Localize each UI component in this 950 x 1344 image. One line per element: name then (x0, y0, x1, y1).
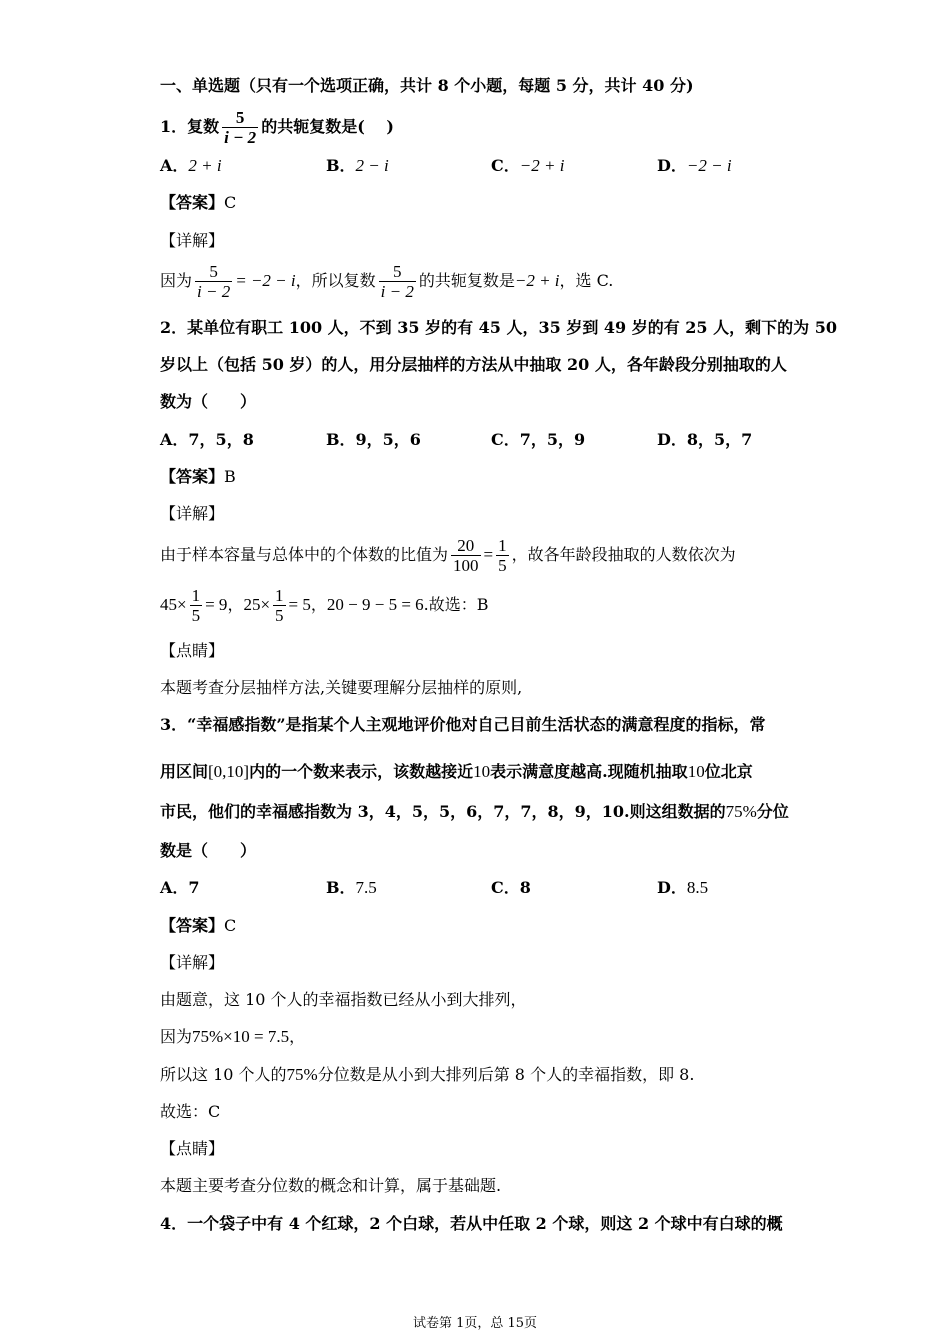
option-b (326, 877, 377, 899)
option-value: 8，5，7 (686, 430, 753, 449)
math: = −2 − i (235, 271, 296, 290)
question-text: 复数 (187, 117, 220, 136)
math: [0,10] (208, 762, 250, 781)
section-title: 一、单选题（只有一个选项正确，共计 8 个小题，每题 5 分，共计 40 分) (160, 76, 694, 95)
math: = 5 (288, 595, 311, 614)
point-text: 本题考查分层抽样方法,关键要理解分层抽样的原则, (160, 678, 523, 697)
question-3-line-1: 3．“幸福感指数”是指某个人主观地评价他对自己目前生活状态的满意程度的指标，常 (160, 715, 766, 734)
math: 45× (160, 595, 187, 614)
text: 所以这 10 个人的 (160, 1065, 287, 1084)
text: ， (227, 595, 244, 614)
math: = 9 (205, 595, 228, 614)
fraction (273, 586, 286, 625)
math: 75%×10 = 7.5 (192, 1027, 290, 1046)
option-c (491, 877, 531, 899)
option-label: C． (491, 878, 520, 897)
text: 用区间 (160, 762, 209, 781)
math: 20 − 9 − 5 = 6 (326, 595, 424, 614)
math: 25× (243, 595, 271, 614)
option-label: C． (491, 430, 520, 449)
text: 分位数是从小到大排列后第 8 个人的幸福指数，即 8. (317, 1065, 695, 1084)
fraction-denominator: 5 (275, 606, 284, 625)
answer-line (160, 466, 236, 488)
option-label: A． (160, 430, 189, 449)
fraction (195, 262, 232, 301)
option-label: B． (326, 878, 356, 897)
text: 市民，他们的幸福感指数为 3，4，5，5，6，7，7，8，9，10.则这组数据的 (160, 802, 726, 821)
fraction-denominator: i − 2 (224, 128, 257, 147)
fraction-numerator: 1 (275, 586, 284, 605)
text: 位北京 (704, 762, 753, 781)
explanation-line (160, 1064, 694, 1086)
question-3-line-3 (160, 801, 789, 823)
option-label: B． (326, 156, 356, 175)
answer-value: C (224, 916, 237, 935)
answer-line (160, 192, 236, 214)
math: 75% (286, 1065, 318, 1084)
math: 10 (687, 762, 705, 781)
fraction-numerator: 5 (235, 108, 245, 127)
text: ，故各年龄段抽取的人数依次为 (511, 545, 736, 564)
math: = (483, 545, 494, 564)
point-tag: 【点睛】 (160, 1139, 225, 1158)
explanation-line (160, 536, 736, 575)
text: ， (310, 595, 327, 614)
option-a (160, 155, 222, 177)
text: ， (289, 1027, 306, 1046)
math: −2 + i (514, 271, 560, 290)
question-2-line-3: 数为（ ） (160, 392, 257, 411)
fraction (190, 586, 203, 625)
option-value: 2 − i (355, 156, 389, 175)
answer-tag: 【答案】 (160, 467, 225, 486)
option-a (160, 877, 200, 899)
text: ，选 C. (559, 271, 614, 290)
text: 因为 (160, 271, 193, 290)
option-value: 8.5 (686, 878, 709, 897)
answer-value: C (224, 193, 237, 212)
detail-tag: 【详解】 (160, 504, 225, 523)
fraction-numerator: 5 (392, 262, 402, 281)
fraction-denominator: i − 2 (380, 282, 414, 301)
option-d (657, 155, 732, 177)
option-value: 2 + i (188, 156, 222, 175)
option-b (326, 429, 421, 451)
question-4-line-1: 4．一个袋子中有 4 个红球，2 个白球，若从中任取 2 个球，则这 2 个球中有白球的概 (160, 1214, 783, 1233)
question-3-line-4: 数是（ ） (160, 841, 257, 860)
option-label: A． (160, 878, 189, 897)
option-label: C． (491, 156, 520, 175)
question-3-line-2 (160, 761, 753, 783)
option-label: D． (657, 430, 687, 449)
question-number: 1． (160, 117, 188, 136)
option-label: D． (657, 156, 687, 175)
text: 表示满意度越高.现随机抽取 (490, 762, 688, 781)
detail-tag: 【详解】 (160, 953, 225, 972)
fraction-denominator: 5 (498, 556, 507, 575)
text: 因为 (160, 1027, 193, 1046)
fraction (222, 108, 258, 147)
option-c (491, 155, 564, 177)
option-value: 7.5 (355, 878, 377, 897)
option-d (657, 877, 708, 899)
question-2-line-1: 2．某单位有职工 100 人，不到 35 岁的有 45 人，35 岁到 49 岁的有 25 人，剩下的为 50 (160, 318, 837, 337)
point-text: 本题主要考查分位数的概念和计算，属于基础题. (160, 1176, 502, 1195)
text: 由于样本容量与总体中的个体数的比值为 (160, 545, 449, 564)
fraction-denominator: i − 2 (197, 282, 231, 301)
option-value: −2 − i (686, 156, 732, 175)
point-tag: 【点睛】 (160, 641, 225, 660)
option-label: B． (326, 430, 356, 449)
math: 75% (725, 802, 757, 821)
text: 内的一个数来表示，该数越接近 (249, 762, 474, 781)
option-value: 8 (519, 878, 531, 897)
option-value: 7 (188, 878, 200, 897)
answer-tag: 【答案】 (160, 916, 225, 935)
answer-line (160, 915, 236, 937)
option-d (657, 429, 752, 451)
fraction-numerator: 5 (209, 262, 218, 281)
text: ，所以复数 (295, 271, 376, 290)
explanation-line: 故选：C (160, 1102, 221, 1121)
option-a (160, 429, 254, 451)
answer-tag: 【答案】 (160, 193, 225, 212)
fraction (496, 536, 509, 575)
math: 10 (473, 762, 491, 781)
fraction-numerator: 1 (498, 536, 507, 555)
text: .故选：B (423, 595, 489, 614)
text: 的共轭复数是 (418, 271, 515, 290)
explanation-line (160, 586, 489, 625)
option-c (491, 429, 585, 451)
fraction-denominator: 100 (453, 556, 479, 575)
text: 分位 (756, 802, 789, 821)
detail-tag: 【详解】 (160, 231, 225, 250)
fraction-denominator: 5 (191, 606, 201, 625)
option-value: 7，5，9 (519, 430, 586, 449)
answer-value: B (224, 467, 236, 486)
explanation-line (160, 262, 613, 301)
fraction (379, 262, 416, 301)
option-value: 7，5，8 (188, 430, 254, 449)
question-text: 的共轭复数是( ) (261, 117, 394, 136)
fraction (451, 536, 481, 575)
option-value: −2 + i (519, 156, 565, 175)
question-1 (160, 108, 394, 147)
option-label: A． (160, 156, 189, 175)
question-2-line-2: 岁以上（包括 50 岁）的人，用分层抽样的方法从中抽取 20 人，各年龄段分别抽取的人 (160, 355, 787, 374)
explanation-line (160, 1026, 305, 1048)
fraction-numerator: 20 (457, 536, 475, 555)
page-footer: 试卷第 1页，总 15页 (412, 1316, 538, 1331)
option-b (326, 155, 389, 177)
option-value: 9，5，6 (355, 430, 421, 449)
fraction-numerator: 1 (191, 586, 201, 605)
explanation-line: 由题意，这 10 个人的幸福指数已经从小到大排列， (160, 990, 527, 1009)
option-label: D． (657, 878, 687, 897)
